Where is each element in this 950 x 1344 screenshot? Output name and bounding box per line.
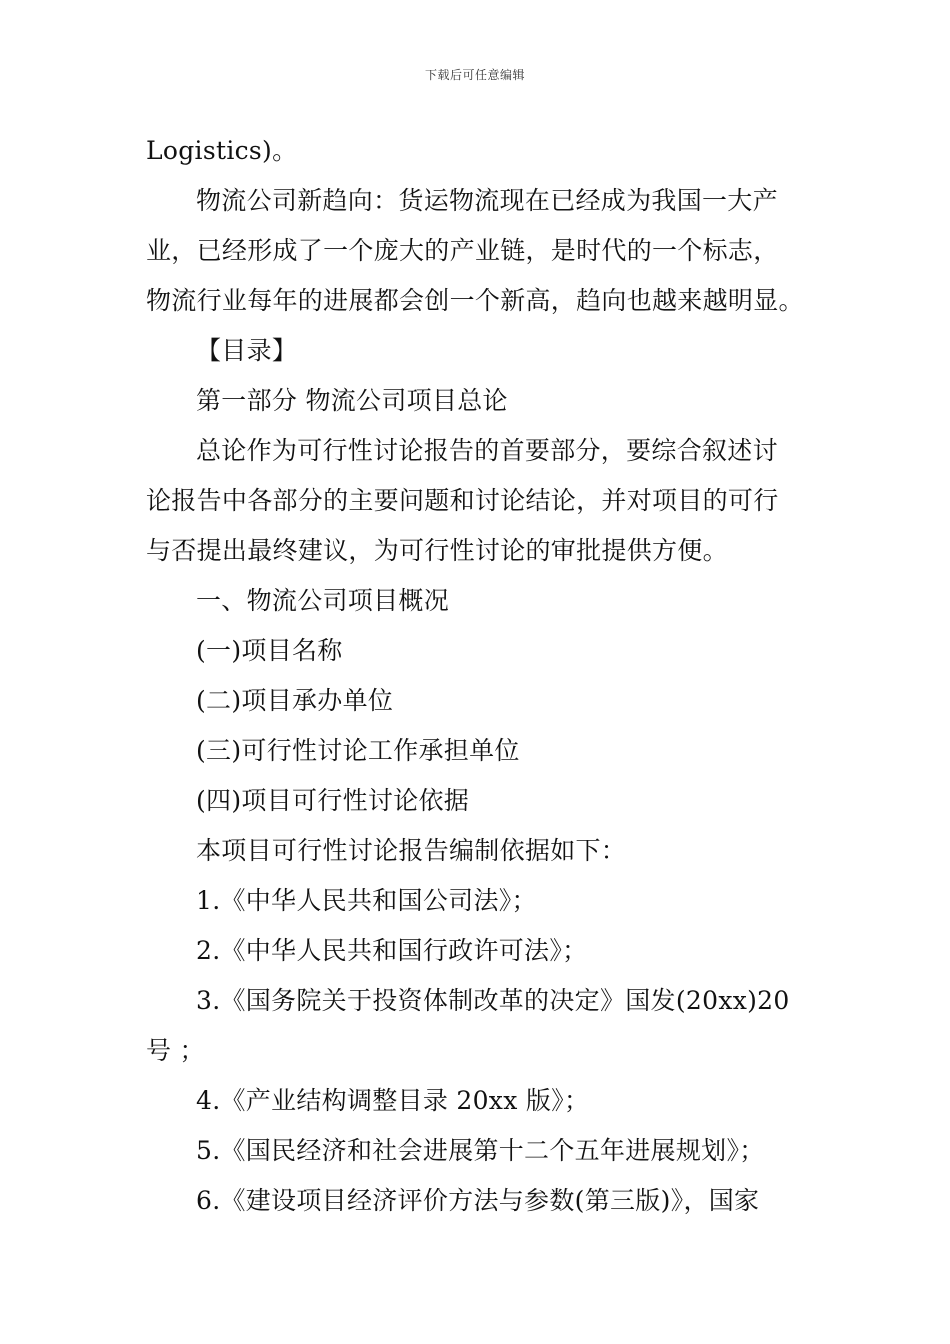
text-line: 物流行业每年的进展都会创一个新高，趋向也越来越明显。 bbox=[146, 286, 804, 315]
text-line: 2.《中华人民共和国行政许可法》； bbox=[196, 936, 588, 965]
text-line: 4.《产业结构调整目录 20xx 版》； bbox=[196, 1086, 590, 1115]
text-line: 6.《建设项目经济评价方法与参数(第三版)》，国家 bbox=[196, 1186, 760, 1215]
text-line: 物流公司新趋向：货运物流现在已经成为我国一大产 bbox=[196, 186, 778, 215]
text-line: 本项目可行性讨论报告编制依据如下： bbox=[196, 836, 627, 865]
page-header: 下载后可任意编辑 bbox=[424, 68, 525, 82]
text-line: Logistics)。 bbox=[146, 136, 298, 165]
text-line: 总论作为可行性讨论报告的首要部分，要综合叙述讨 bbox=[196, 436, 778, 465]
document-body bbox=[146, 126, 810, 1226]
text-line: 3.《国务院关于投资体制改革的决定》国发(20xx)20 bbox=[196, 986, 790, 1015]
text-line: 与否提出最终建议，为可行性讨论的审批提供方便。 bbox=[146, 536, 728, 565]
text-line: 一、物流公司项目概况 bbox=[196, 586, 450, 615]
text-line: 【目录】 bbox=[196, 336, 298, 365]
text-line: 1.《中华人民共和国公司法》； bbox=[196, 886, 537, 915]
text-line: 业，已经形成了一个庞大的产业链，是时代的一个标志， bbox=[146, 236, 779, 265]
text-line: 号 ； bbox=[146, 1036, 205, 1065]
text-line: (四)项目可行性讨论依据 bbox=[196, 786, 470, 815]
text-line: (二)项目承办单位 bbox=[196, 686, 394, 715]
text-line: 5.《国民经济和社会进展第十二个五年进展规划》； bbox=[196, 1136, 765, 1165]
text-line: (一)项目名称 bbox=[196, 636, 343, 665]
text-line: 第一部分 物流公司项目总论 bbox=[196, 386, 508, 415]
text-line: (三)可行性讨论工作承担单位 bbox=[196, 736, 520, 765]
text-line: 论报告中各部分的主要问题和讨论结论，并对项目的可行 bbox=[146, 486, 779, 515]
